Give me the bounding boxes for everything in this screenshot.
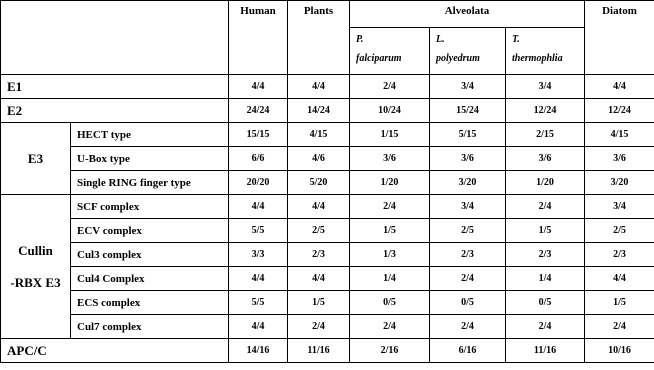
col-header-p-falciparum	[350, 28, 430, 75]
table-cell: 15/15	[229, 123, 288, 147]
table-cell: 2/5	[430, 219, 506, 243]
table-cell: 11/16	[506, 339, 585, 363]
table-cell: 4/4	[288, 75, 350, 99]
cullin-line2: -RBX E3	[10, 274, 61, 290]
table-cell: 24/24	[229, 99, 288, 123]
table-cell: 3/4	[430, 75, 506, 99]
table-cell: 2/3	[585, 243, 654, 267]
table-cell: 4/4	[229, 267, 288, 291]
table-row-ecs	[1, 291, 654, 315]
row-label: APC/C	[1, 339, 229, 363]
table-cell: 12/24	[506, 99, 585, 123]
table-row-ecv	[1, 219, 654, 243]
row-label: Cul3 complex	[71, 243, 229, 267]
col-header-alveolata: Alveolata	[350, 1, 585, 28]
table-cell: 6/16	[430, 339, 506, 363]
row-label: ECV complex	[71, 219, 229, 243]
row-label: U-Box type	[71, 147, 229, 171]
table-cell: 2/4	[506, 195, 585, 219]
table-cell: 1/5	[506, 219, 585, 243]
table-cell: 2/4	[506, 315, 585, 339]
table-cell: 2/15	[506, 123, 585, 147]
table-cell: 3/6	[506, 147, 585, 171]
table-cell: 4/4	[288, 267, 350, 291]
table-cell: 1/20	[506, 171, 585, 195]
table-cell: 1/4	[350, 267, 430, 291]
table-cell: 4/4	[229, 315, 288, 339]
table-cell: 1/5	[350, 219, 430, 243]
table-cell: 2/4	[288, 315, 350, 339]
row-label: Cul4 Complex	[71, 267, 229, 291]
table-cell: 4/6	[288, 147, 350, 171]
table-row-ring	[1, 171, 654, 195]
table-cell: 4/4	[288, 195, 350, 219]
table-cell: 3/6	[350, 147, 430, 171]
table-cell: 2/3	[430, 243, 506, 267]
blank-corner-cell	[1, 1, 229, 75]
table-cell: 11/16	[288, 339, 350, 363]
genus-p: P.	[356, 34, 364, 45]
table-cell: 1/5	[585, 291, 654, 315]
table-cell: 3/4	[506, 75, 585, 99]
table-cell: 3/4	[430, 195, 506, 219]
table-cell: 2/4	[585, 315, 654, 339]
row-label: Single RING finger type	[71, 171, 229, 195]
species-falciparum: falciparum	[356, 53, 402, 64]
table-cell: 2/4	[350, 315, 430, 339]
row-label: Cul7 complex	[71, 315, 229, 339]
table-cell: 2/4	[430, 315, 506, 339]
table-cell: 14/24	[288, 99, 350, 123]
table-cell: 4/15	[585, 123, 654, 147]
group-label-e3: E3	[1, 123, 71, 195]
col-header-human: Human	[229, 1, 288, 75]
table-cell: 15/24	[430, 99, 506, 123]
table-cell: 0/5	[430, 291, 506, 315]
col-header-plants: Plants	[288, 1, 350, 75]
table-cell: 2/3	[288, 243, 350, 267]
table-row-cul3	[1, 243, 654, 267]
row-label: HECT type	[71, 123, 229, 147]
table-cell: 2/5	[585, 219, 654, 243]
table-row-cul4	[1, 267, 654, 291]
table-row-e2	[1, 99, 654, 123]
table-cell: 10/24	[350, 99, 430, 123]
table-row-ubox	[1, 147, 654, 171]
table-cell: 10/16	[585, 339, 654, 363]
table-cell: 12/24	[585, 99, 654, 123]
table-cell: 3/4	[585, 195, 654, 219]
table-cell: 1/15	[350, 123, 430, 147]
table-row-cul7	[1, 315, 654, 339]
row-label: E1	[1, 75, 229, 99]
table-cell: 4/4	[585, 75, 654, 99]
table-row-e1	[1, 75, 654, 99]
table-cell: 3/6	[430, 147, 506, 171]
table-cell: 2/3	[506, 243, 585, 267]
col-header-l-polyedrum	[430, 28, 506, 75]
table-cell: 2/16	[350, 339, 430, 363]
table-cell: 2/4	[430, 267, 506, 291]
table-cell: 14/16	[229, 339, 288, 363]
table-cell: 4/4	[585, 267, 654, 291]
table-cell: 1/3	[350, 243, 430, 267]
table-cell: 5/5	[229, 291, 288, 315]
table-cell: 3/20	[430, 171, 506, 195]
table-cell: 2/5	[288, 219, 350, 243]
table-cell: 3/3	[229, 243, 288, 267]
table-cell: 4/15	[288, 123, 350, 147]
table-cell: 0/5	[350, 291, 430, 315]
table-cell: 1/20	[350, 171, 430, 195]
species-polyedrum: polyedrum	[436, 53, 480, 64]
table-row-hect	[1, 123, 654, 147]
table-cell: 5/20	[288, 171, 350, 195]
cullin-line1: Cullin	[18, 242, 53, 258]
table-cell: 1/5	[288, 291, 350, 315]
table-cell: 1/4	[506, 267, 585, 291]
table-cell: 5/15	[430, 123, 506, 147]
table-cell: 3/20	[585, 171, 654, 195]
table-cell: 20/20	[229, 171, 288, 195]
genus-l: L.	[436, 34, 445, 45]
table-row-scf	[1, 195, 654, 219]
table-cell: 6/6	[229, 147, 288, 171]
table-cell: 3/6	[585, 147, 654, 171]
table-cell: 0/5	[506, 291, 585, 315]
table-cell: 5/5	[229, 219, 288, 243]
col-header-t-thermophlia	[506, 28, 585, 75]
table-cell: 2/4	[350, 195, 430, 219]
table-cell: 2/4	[350, 75, 430, 99]
row-label: SCF complex	[71, 195, 229, 219]
row-label: ECS complex	[71, 291, 229, 315]
row-label: E2	[1, 99, 229, 123]
genus-t: T.	[512, 34, 520, 45]
col-header-diatom: Diatom	[585, 1, 654, 75]
species-thermophlia: thermophlia	[512, 53, 563, 64]
table-row-apc	[1, 339, 654, 363]
table-cell: 4/4	[229, 75, 288, 99]
group-label-cullin	[1, 195, 71, 339]
table-cell: 4/4	[229, 195, 288, 219]
